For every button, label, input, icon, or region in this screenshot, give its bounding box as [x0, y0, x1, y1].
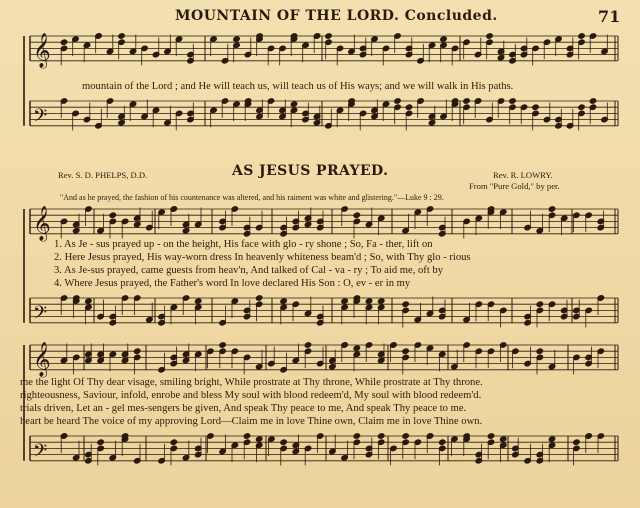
note-head [353, 212, 360, 218]
note-head [597, 295, 604, 301]
note-head [463, 98, 470, 104]
note-head [532, 104, 539, 110]
running-header-title: MOUNTAIN OF THE LORD. Concluded. [175, 8, 498, 24]
verse-line: heart be heard The voice of my approving Lord—Claim me in love Thine own, Claim me in love Thine own. [20, 416, 483, 427]
hymn-source: From "Pure Gold," by per. [469, 181, 560, 191]
note-head [353, 345, 360, 351]
note-head [500, 436, 507, 442]
note-head [394, 98, 401, 104]
page-number: 71 [598, 7, 621, 26]
note-head [578, 33, 585, 39]
note-head [440, 36, 447, 42]
note-head [85, 298, 92, 304]
note-head [60, 433, 67, 439]
note-head [474, 98, 481, 104]
note-head [256, 295, 263, 301]
note-head [219, 342, 226, 348]
note-head [313, 33, 320, 39]
verse-line: 4. Where Jesus prayed, the Father's word In love declared His Son : O, ev - er in my [54, 278, 411, 289]
treble-clef-icon: 𝄞 [33, 341, 51, 377]
note-head [195, 298, 202, 304]
note-head [378, 433, 385, 439]
verse-line: righteousness, Saviour, infold, enrobe and bless My soul with blood redeem'd, My soul with blood redeem'd. [20, 390, 482, 401]
verse-line: 2. Here Jesus prayed, His way-worn dress In heavenly whiteness beam'd ; So, with Thy glo - rious [54, 252, 471, 263]
note-head [536, 301, 543, 307]
note-head [134, 348, 141, 354]
verse-line: me the light Of Thy dear visage, smiling bright, While prostrate at Thy throne, While prostrate at Thy throne. [20, 377, 483, 388]
note-head [487, 433, 494, 439]
note-head [290, 101, 297, 107]
note-head [589, 98, 596, 104]
note-head [109, 212, 116, 218]
note-head [170, 206, 177, 212]
note-head [548, 436, 555, 442]
note-head [402, 348, 409, 354]
note-head [585, 433, 592, 439]
note-head [280, 439, 287, 445]
note-head [365, 298, 372, 304]
note-head [573, 439, 580, 445]
note-head [548, 206, 555, 212]
note-head [405, 104, 412, 110]
note-head [402, 433, 409, 439]
hymn-title: AS JESUS PRAYED. [232, 163, 389, 179]
hymn-author: Rev. S. D. PHELPS, D.D. [58, 170, 148, 180]
verse-line: 3. As Je-sus prayed, came guests from heav'n, And talked of Cal - va - ry ; To aid me, oft by [54, 265, 444, 276]
bass-clef-icon: 𝄢 [33, 302, 48, 328]
note-head [417, 98, 424, 104]
bass-clef-icon: 𝄢 [33, 440, 48, 466]
note-head [578, 104, 585, 110]
note-head [341, 342, 348, 348]
note-head [426, 433, 433, 439]
note-head [304, 342, 311, 348]
note-head [402, 301, 409, 307]
hymn-composer: Rev. R. LOWRY. [493, 170, 553, 180]
note-head [439, 439, 446, 445]
note-head [60, 39, 67, 45]
note-head [325, 33, 332, 39]
note-head [390, 342, 397, 348]
note-head [170, 439, 177, 445]
note-head [378, 298, 385, 304]
note-head [536, 348, 543, 354]
note-head [256, 436, 263, 442]
hymn-epigraph: "And as he prayed, the fashion of his countenance was altered, and his raiment was white and glistering."—Luke 9 : 29. [60, 193, 444, 202]
note-head [353, 433, 360, 439]
note-head [509, 98, 516, 104]
note-head [95, 33, 102, 39]
top-hymn-lyric: mountain of the Lord ; and He will teach us, will teach us of His ways; and we will walk in His paths. [82, 81, 514, 92]
bass-clef-icon: 𝄢 [33, 105, 48, 131]
treble-clef-icon: 𝄞 [33, 205, 51, 241]
note-head [97, 439, 104, 445]
note-head [233, 36, 240, 42]
note-head [243, 433, 250, 439]
note-head [280, 298, 287, 304]
note-head [486, 33, 493, 39]
verse-line: 1. As Je - sus prayed up - on the height, His face with glo - ry shone ; So, Fa - ther, lift on [54, 239, 433, 250]
note-head [118, 33, 125, 39]
verse-line: trials driven, Let an - gel mes-sengers be given, And speak Thy peace to me, And speak Thy peace to me. [20, 403, 467, 414]
note-head [341, 298, 348, 304]
treble-clef-icon: 𝄞 [33, 32, 51, 68]
